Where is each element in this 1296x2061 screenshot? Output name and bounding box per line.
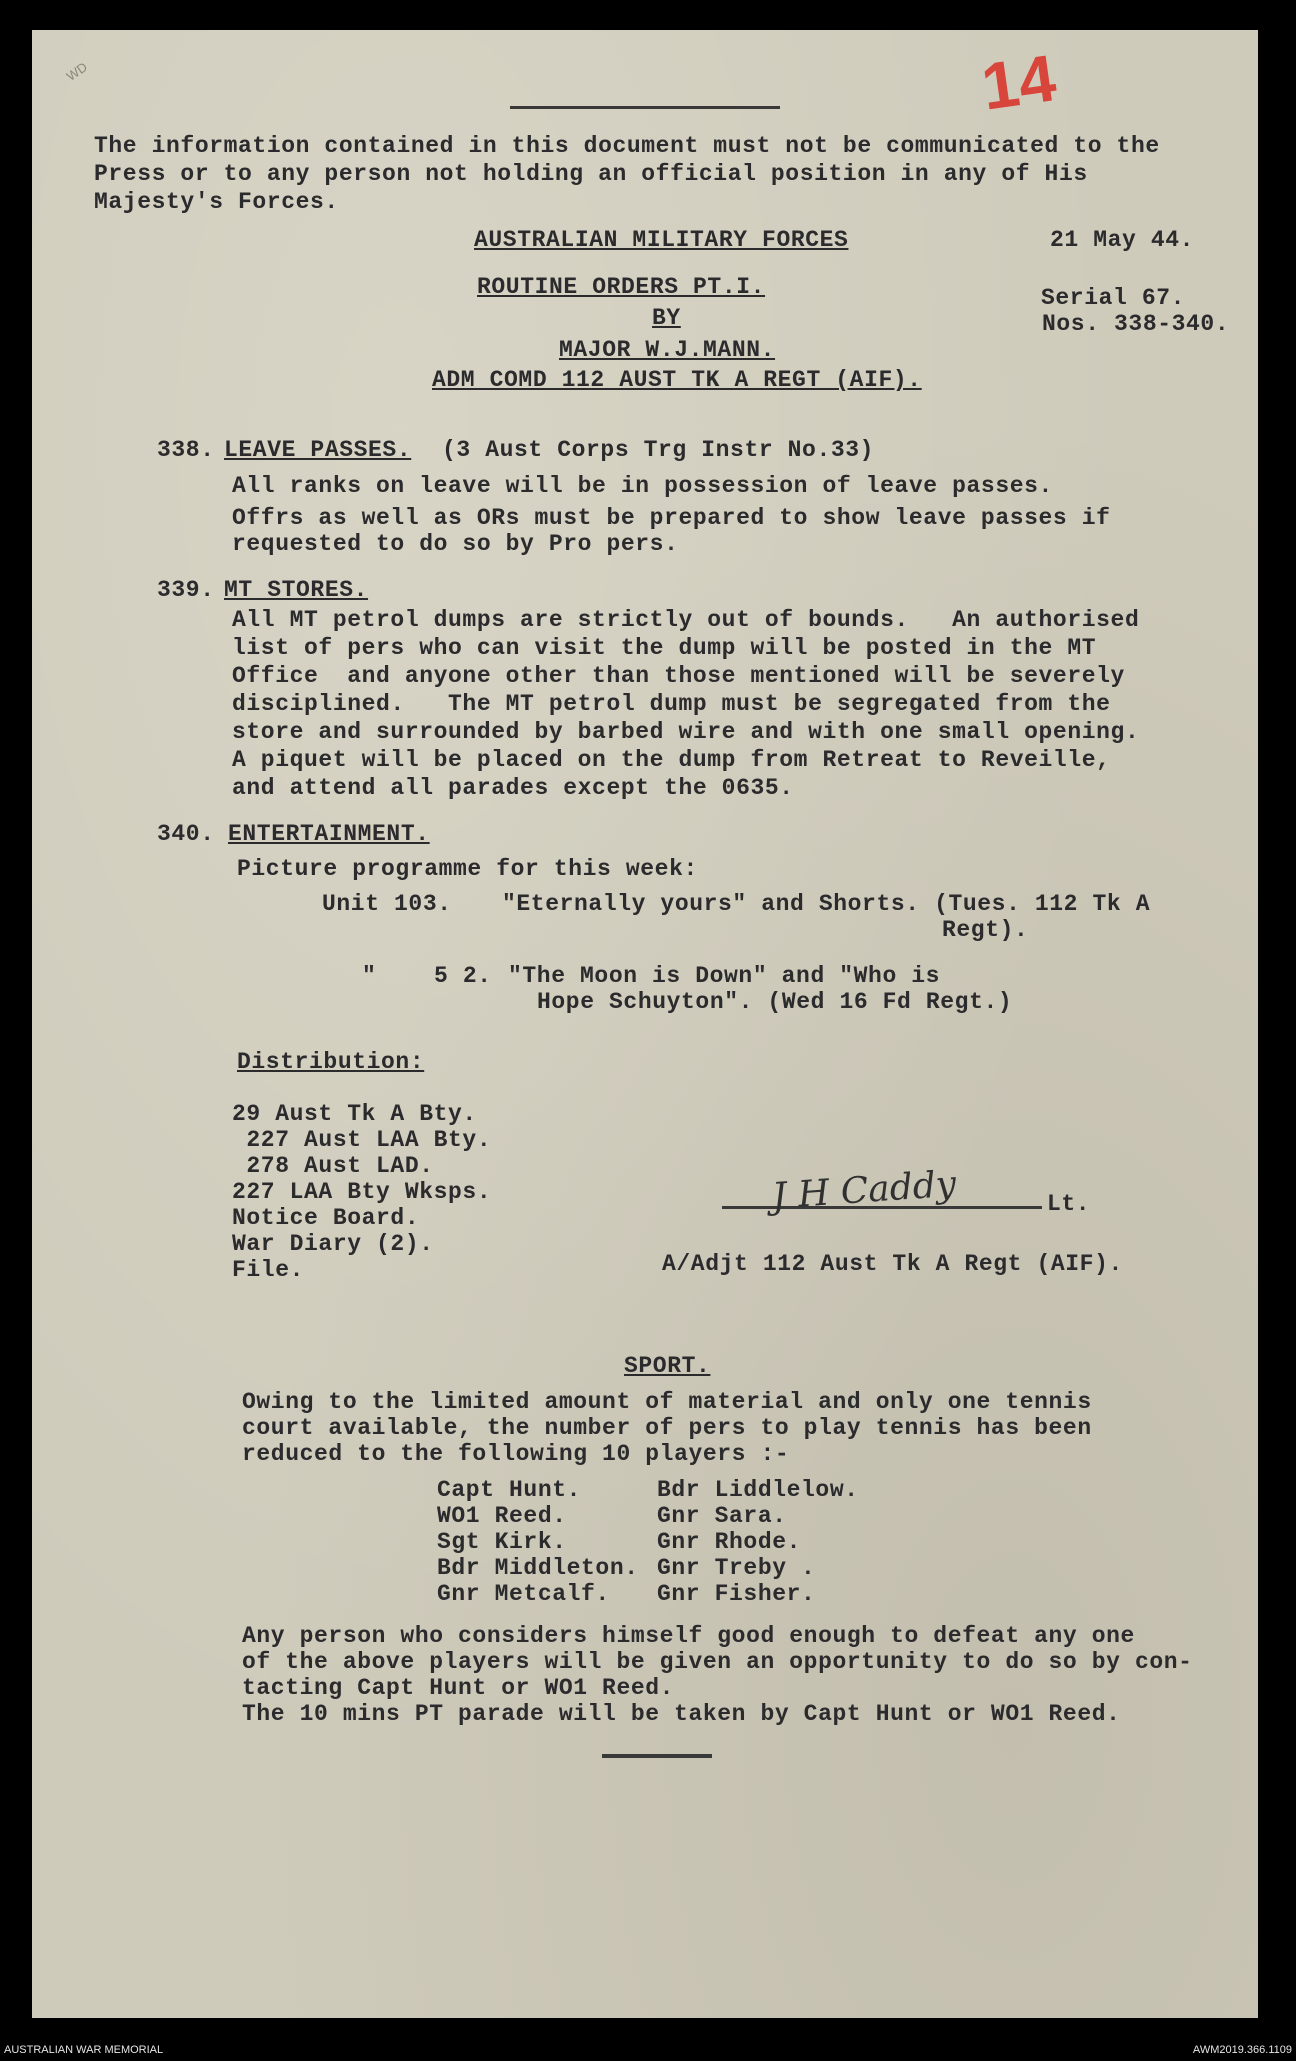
programme-unit: " 5 2. [362, 963, 492, 989]
order-338-heading: LEAVE PASSES. [224, 437, 412, 463]
player-name: Bdr Liddlelow. [657, 1477, 859, 1503]
footer-accession-number: AWM2019.366.1109 [1192, 2044, 1292, 2056]
sport-closing-line: Any person who considers himself good enough to defeat any one [242, 1623, 1135, 1649]
player-name: Gnr Sara. [657, 1503, 787, 1529]
title-forces: AUSTRALIAN MILITARY FORCES [474, 227, 849, 253]
order-339-line: disciplined. The MT petrol dump must be segregated from the [232, 691, 1111, 717]
order-338-line: requested to do so by Pro pers. [232, 531, 679, 557]
player-name: Gnr Fisher. [657, 1581, 816, 1607]
distribution-item: 29 Aust Tk A Bty. [232, 1101, 477, 1127]
order-338-subheading: (3 Aust Corps Trg Instr No.33) [442, 437, 875, 463]
player-name: Gnr Rhode. [657, 1529, 802, 1555]
order-338-line: All ranks on leave will be in possession of leave passes. [232, 473, 1053, 499]
distribution-heading: Distribution: [237, 1049, 425, 1075]
player-name: Sgt Kirk. [437, 1529, 567, 1555]
distribution-item: File. [232, 1257, 305, 1283]
sport-closing-line: The 10 mins PT parade will be taken by Capt Hunt or WO1 Reed. [242, 1701, 1121, 1727]
security-notice-line-2: Press or to any person not holding an official position in any of His [94, 161, 1088, 187]
handwritten-signature: J H Caddy [770, 1163, 958, 1218]
signatory-appointment: A/Adjt 112 Aust Tk A Regt (AIF). [662, 1251, 1123, 1277]
distribution-item: 227 LAA Bty Wksps. [232, 1179, 492, 1205]
document-page [32, 30, 1258, 2018]
programme-feature: "Eternally yours" and Shorts. (Tues. 112 Tk A [502, 891, 1151, 917]
distribution-item: 278 Aust LAD. [232, 1153, 434, 1179]
sport-heading: SPORT. [624, 1353, 711, 1379]
player-name: Gnr Treby . [657, 1555, 816, 1581]
player-name: Bdr Middleton. [437, 1555, 639, 1581]
serial-number: Serial 67. [1041, 285, 1186, 311]
security-notice-line-1: The information contained in this document must not be communicated to the [94, 133, 1160, 159]
order-339-line: All MT petrol dumps are strictly out of bounds. An authorised [232, 607, 1140, 633]
programme-feature: "The Moon is Down" and "Who is [508, 963, 941, 989]
player-name: WO1 Reed. [437, 1503, 567, 1529]
order-339-line: store and surrounded by barbed wire and with one small opening. [232, 719, 1140, 745]
classification-rule [510, 106, 780, 109]
title-by: BY [652, 305, 681, 331]
order-339-number: 339. [157, 577, 215, 603]
order-340-line: Picture programme for this week: [237, 856, 698, 882]
title-command: ADM COMD 112 AUST TK A REGT (AIF). [432, 367, 922, 393]
distribution-item: 227 Aust LAA Bty. [232, 1127, 492, 1153]
signatory-rank: Lt. [1047, 1191, 1091, 1217]
distribution-item: Notice Board. [232, 1205, 420, 1231]
order-340-number: 340. [157, 821, 215, 847]
archive-folio-mark: 14 [977, 40, 1061, 124]
order-338-number: 338. [157, 437, 215, 463]
order-338-line: Offrs as well as ORs must be prepared to show leave passes if [232, 505, 1111, 531]
sport-intro-line: court available, the number of pers to play tennis has been [242, 1415, 1092, 1441]
order-339-heading: MT STORES. [224, 577, 369, 603]
player-name: Capt Hunt. [437, 1477, 582, 1503]
order-339-line: A piquet will be placed on the dump from Retreat to Reveille, [232, 747, 1111, 773]
order-date: 21 May 44. [1050, 227, 1195, 253]
sport-intro-line: Owing to the limited amount of material and only one tennis [242, 1389, 1092, 1415]
margin-pencil-note: WD [63, 59, 91, 84]
order-339-line: Office and anyone other than those mentioned will be severely [232, 663, 1125, 689]
order-numbers: Nos. 338-340. [1042, 311, 1230, 337]
security-notice-line-3: Majesty's Forces. [94, 189, 339, 215]
programme-unit: Unit 103. [322, 891, 452, 917]
sport-intro-line: reduced to the following 10 players :- [242, 1441, 790, 1467]
sport-closing-line: of the above players will be given an opportunity to do so by con- [242, 1649, 1193, 1675]
programme-feature-continued: Regt). [942, 917, 1029, 943]
programme-feature-continued: Hope Schuyton". (Wed 16 Fd Regt.) [537, 989, 1013, 1015]
footer-institution: AUSTRALIAN WAR MEMORIAL [4, 2044, 164, 2056]
sport-closing-line: tacting Capt Hunt or WO1 Reed. [242, 1675, 675, 1701]
order-339-line: list of pers who can visit the dump will be posted in the MT [232, 635, 1097, 661]
end-rule [602, 1754, 712, 1758]
order-340-heading: ENTERTAINMENT. [228, 821, 430, 847]
order-339-line: and attend all parades except the 0635. [232, 775, 794, 801]
title-orders: ROUTINE ORDERS PT.I. [477, 274, 766, 300]
player-name: Gnr Metcalf. [437, 1581, 610, 1607]
title-officer: MAJOR W.J.MANN. [559, 337, 776, 363]
distribution-item: War Diary (2). [232, 1231, 434, 1257]
